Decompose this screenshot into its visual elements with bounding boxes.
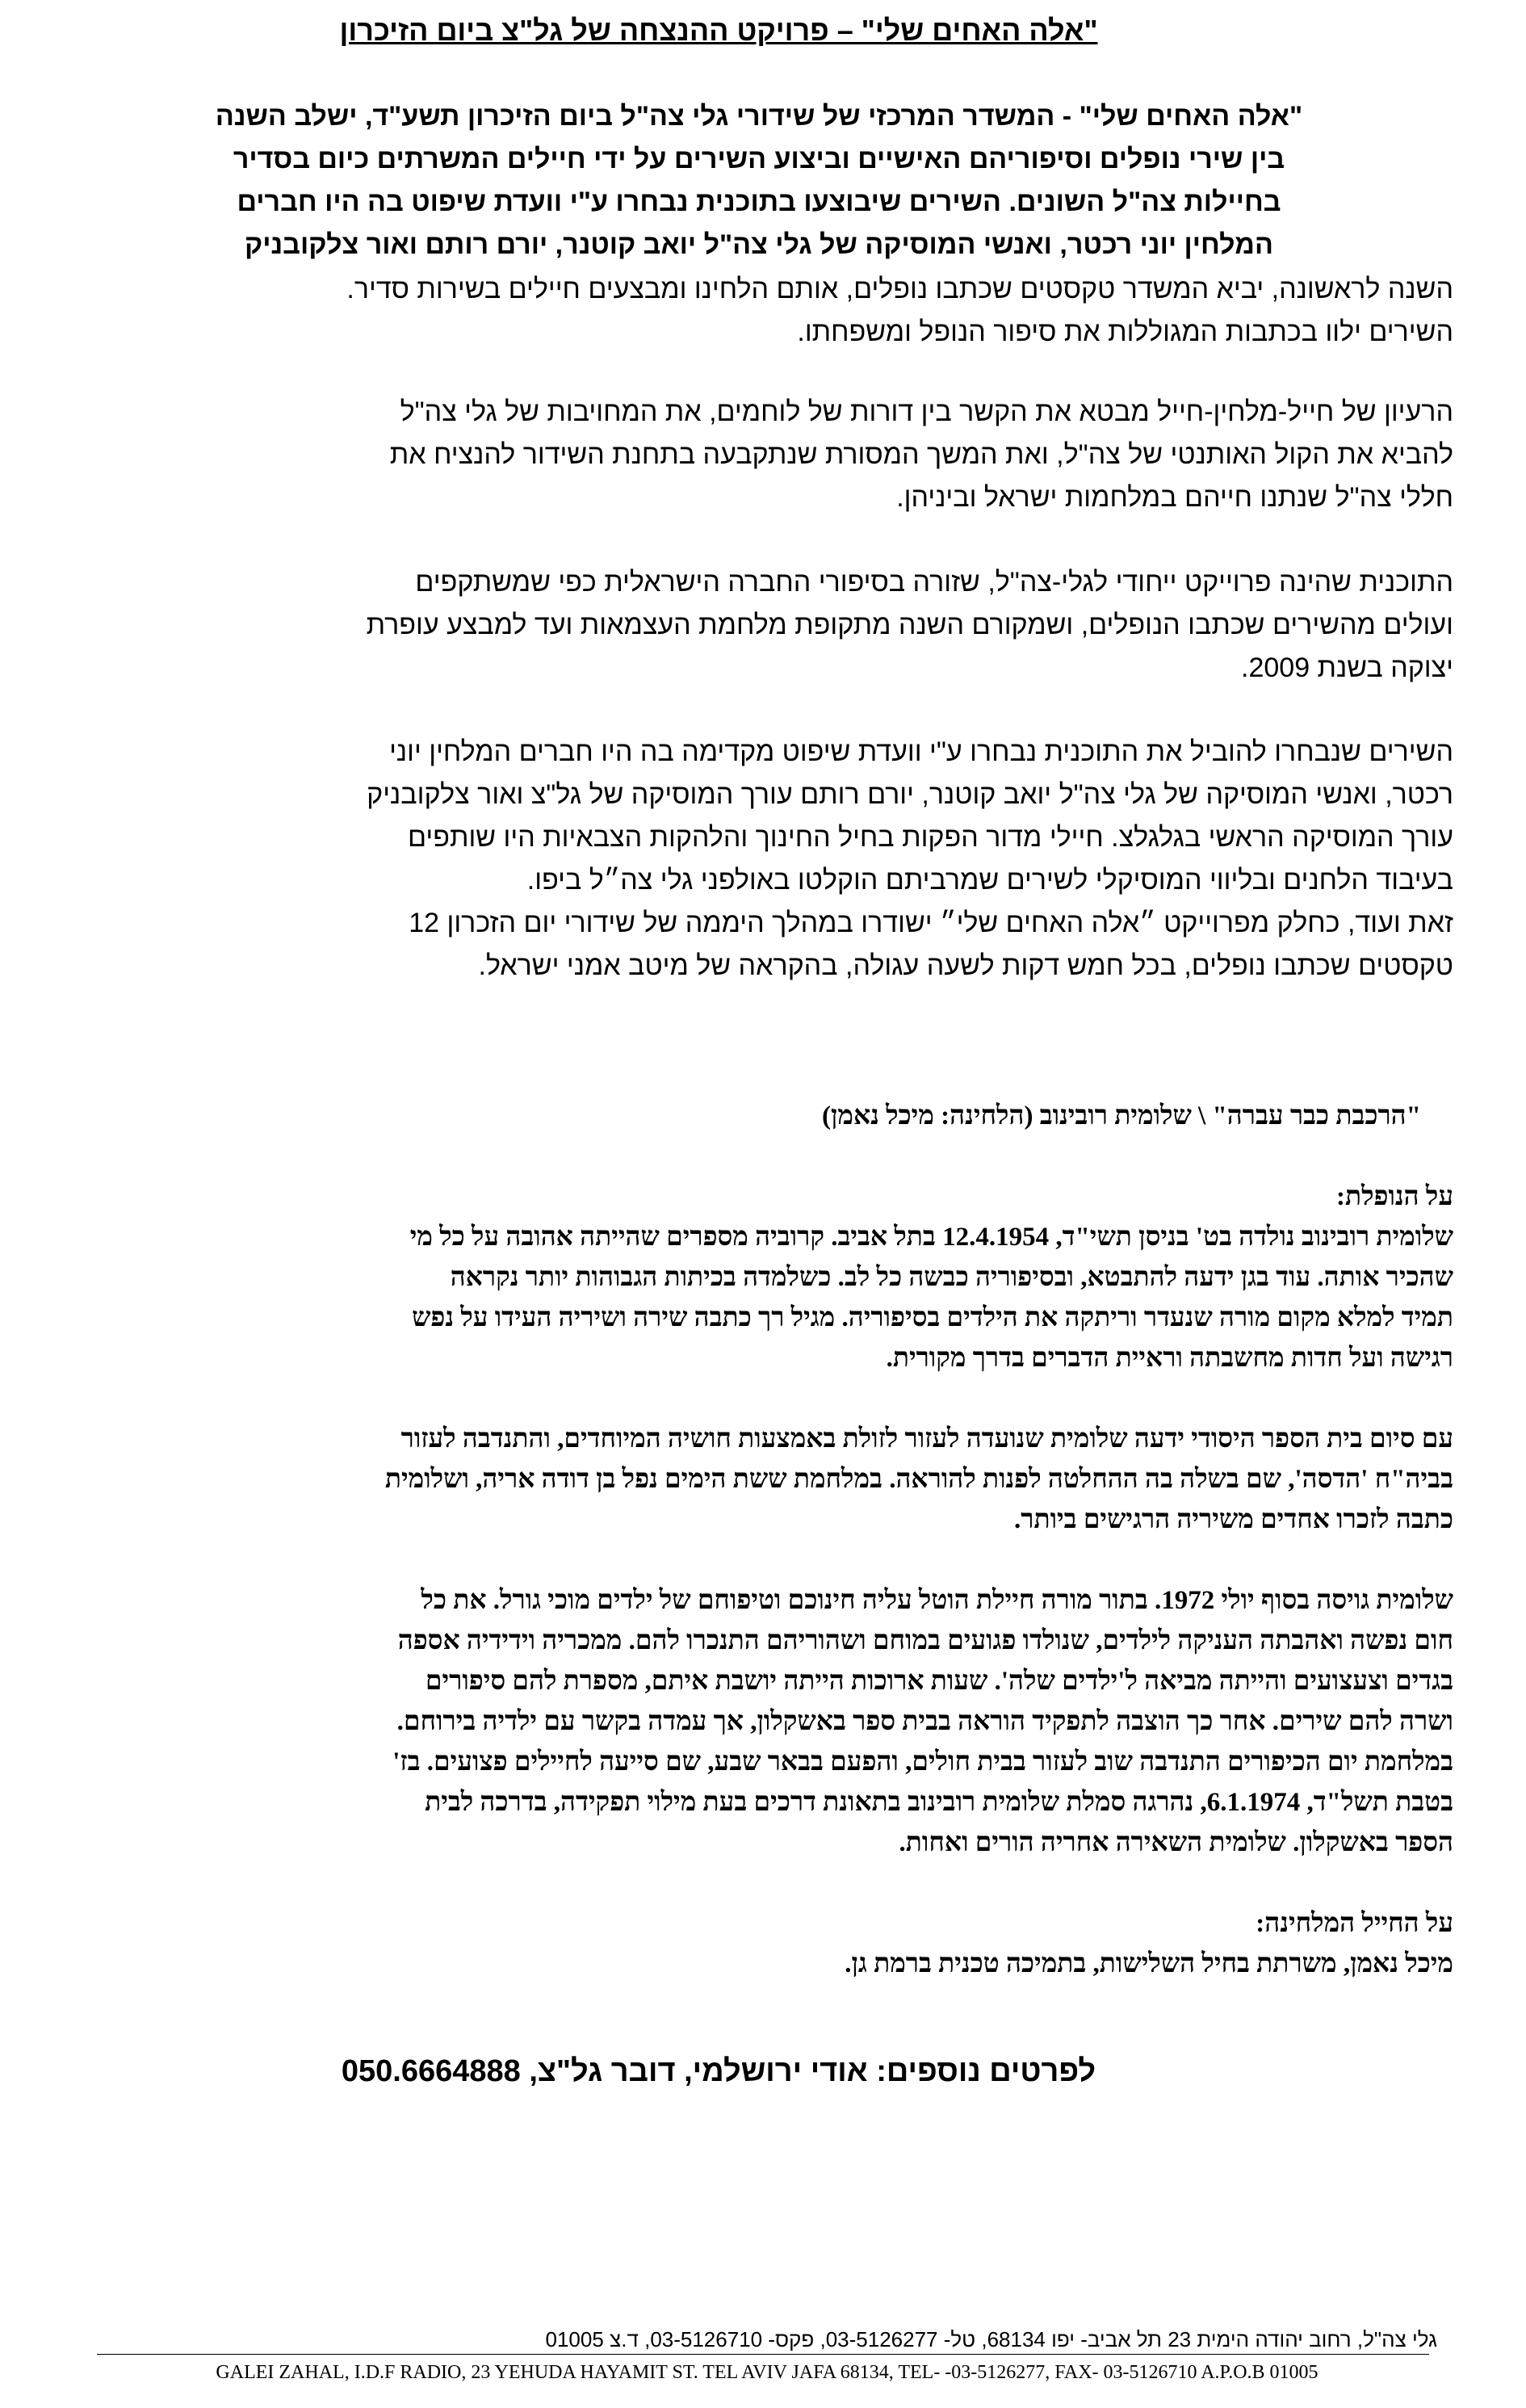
bio-line: תמיד למלא מקום מורה שנעדר וריתקה את הילדים בסיפוריה. מגיל רך כתבה שירה ושיריה העידו על נפש: [412, 1303, 1453, 1332]
bio-line: בביה"ח 'הדסה', שם בשלה בה ההחלטה לפנות להוראה. במלחמת ששת הימים נפל בן דודה אריה, ושלומית: [384, 1465, 1453, 1494]
bio-line: כתבה לזכרו אחדים משיריה הרגישים ביותר.: [1013, 1505, 1453, 1534]
footer-divider: [97, 2354, 1429, 2355]
footer-english: GALEI ZAHAL, I.D.F RADIO, 23 YEHUDA HAYAMIT ST. TEL AVIV JAFA 68134, TEL- -03-5126277, FAX- 03-5126710 A.P.O.B 01005: [216, 2362, 1318, 2383]
bio-line: עם סיום בית הספר היסודי ידעה שלומית שנועדה לעזור לזולת באמצעות חושיה המיוחדים, והתנדבה לעזור: [400, 1424, 1453, 1454]
paragraph-line: רכטר, ואנשי המוסיקה של גלי צה"ל יואב קוטנר, יורם רותם עורך המוסיקה של גל"צ ואור צלקובניק: [367, 779, 1453, 810]
bio-line: במלחמת יום הכיפורים התנדבה שוב לעזור בבית חולים, והפעם בבאר שבע, שם סייעה לחיילים פצועים. בז': [392, 1747, 1453, 1777]
lead-paragraph: [65, 95, 1453, 266]
paragraph-line: חללי צה"ל שנתנו חייהם במלחמות ישראל וביניהן.: [896, 482, 1453, 513]
paragraph-line: השירים ילוו בכתבות המגוללות את סיפור הנופל ומשפחתו.: [797, 317, 1453, 347]
paragraph-line: השנה לראשונה, יביא המשדר טקסטים שכתבו נופלים, אותם הלחינו ומבצעים חיילים בשירות סדיר.: [346, 274, 1453, 304]
bio-line: שלומית גויסה בסוף יולי 1972. בתור מורה חיילת הוטל עליה חינוכם וטיפוחם של ילדים מוכי גורל. את כל: [421, 1586, 1453, 1615]
bio-line: הספר באשקלון. שלומית השאירה אחריה הורים ואחות.: [899, 1828, 1453, 1857]
paragraph-4: [48, 731, 1453, 988]
paragraph-line: להביא את הקול האותנטי של צה"ל, ואת המשך המסורת שנתקבעה בתחנת השידור להנציח את: [389, 439, 1453, 470]
paragraph-line: זאת ועוד, כחלק מפרוייקט ״אלה האחים שלי״ ישודרו במהלך היממה של שידורי יום הזכרון 12: [409, 908, 1453, 938]
lead-line: המלחין יוני רכטר, ואנשי המוסיקה של גלי צה"ל יואב קוטנר, יורם רותם ואור צלקובניק: [245, 229, 1273, 260]
paragraph-line: בעיבוד הלחנים ובליווי המוסיקלי לשירים שמרביתם הוקלטו באולפני גלי צה״ל ביפו.: [526, 865, 1453, 896]
song-heading: "הרכבת כבר עברה" \ שלומית רובינוב (הלחינה: מיכל נאמן): [821, 1101, 1421, 1131]
paragraph-line: הרעיון של חייל-מלחין-חייל מבטא את הקשר בין דורות של לוחמים, את המחויבות של גלי צה"ל: [400, 396, 1453, 427]
bio-line: רגישה ועל חדות מחשבתה וראיית הדברים בדרך מקורית.: [886, 1344, 1453, 1373]
about-soldier-heading: על החייל המלחינה:: [1256, 1909, 1453, 1938]
footer-hebrew: גלי צה"ל, רחוב יהודה הימית 23 תל אביב- יפו 68134, טל- 03-5126277, פקס- 03-5126710, ד.צ 01005: [545, 2327, 1437, 2351]
lead-line: בין שירי נופלים וסיפוריהם האישיים וביצוע השירים על ידי חיילים המשרתים כיום בסדיר: [233, 144, 1285, 174]
about-fallen-heading: על הנופלת:: [1335, 1182, 1453, 1211]
bio-line: בגדים וצעצועים והייתה מביאה ל'ילדים שלה'. שעות ארוכות הייתה יושבת איתם, מספרת להם סיפורים: [425, 1667, 1453, 1696]
bio-line: שהכיר אותה. עוד בגן ידעה להתבטא, ובסיפוריה כבשה כל לב. כשלמדה בכיתות הגבוהות יותר נקראה: [450, 1263, 1453, 1292]
bio-line: בטבת תשל"ד, 6.1.1974, נהרגה סמלת שלומית רובינוב בתאונת דרכים בעת מילוי תפקידה, בדרכה לבית: [425, 1788, 1453, 1817]
paragraph-2: [48, 391, 1453, 519]
paragraph-line: יצוקה בשנת 2009.: [1241, 652, 1453, 683]
paragraph-line: טקסטים שכתבו נופלים, בכל חמש דקות לשעה עגולה, בהקראה של מיטב אמני ישראל.: [478, 950, 1453, 981]
paragraph-1: [48, 268, 1453, 354]
song-section: [57, 1096, 1453, 1984]
lead-line: בחיילות צה"ל השונים. השירים שיבוצעו בתוכנית נבחרו ע"י וועדת שיפוט בה היו חברים: [237, 187, 1281, 217]
contact-line: לפרטים נוספים: אודי ירושלמי, דובר גל"צ, 050.6664888: [341, 2054, 1096, 2088]
paragraph-line: התוכנית שהינה פרוייקט ייחודי לגלי-צה"ל, שזורה בסיפורי החברה הישראלית כפי שמשתקפים: [415, 567, 1453, 598]
paragraph-3: [48, 561, 1453, 690]
bio-line: שלומית רובינוב נולדה בט' בניסן תשי"ד, 12.4.1954 בתל אביב. קרוביה מספרים שהייתה אהובה על כל מי: [409, 1223, 1453, 1252]
paragraph-line: עורך המוסיקה הראשי בגלגלצ. חיילי מדור הפקות בחיל החינוך והלהקות הצבאיות היו שותפים: [408, 822, 1453, 853]
paragraph-line: השירים שנבחרו להוביל את התוכנית נבחרו ע"י וועדת שיפוט מקדימה בה היו חברים המלחין יוני: [389, 736, 1453, 767]
about-soldier-text: מיכל נאמן, משרתת בחיל השלישות, בתמיכה טכנית ברמת גן.: [845, 1949, 1453, 1978]
lead-line: "אלה האחים שלי" - המשדר המרכזי של שידורי גלי צה"ל ביום הזיכרון תשע"ד, ישלב השנה: [215, 101, 1303, 132]
bio-line: חום נפשה ואהבתה העניקה לילדים, שנולדו פגועים במוחם ושהוריהם התנכרו להם. ממכריה וידידיה אספה: [397, 1626, 1453, 1655]
paragraph-line: ועולים מהשירים שכתבו הנופלים, ושמקורם השנה מתקופת מלחמת העצמאות ועד למבצע עופרת: [366, 610, 1453, 640]
bio-line: ושרה להם שירים. אחר כך הוצבה לתפקיד הוראה בבית ספר באשקלון, אך עמדה בקשר עם ילדיה בירוחם.: [396, 1707, 1453, 1736]
document-title: "אלה האחים שלי" – פרויקט ההנצחה של גל"צ ביום הזיכרון: [339, 14, 1098, 47]
